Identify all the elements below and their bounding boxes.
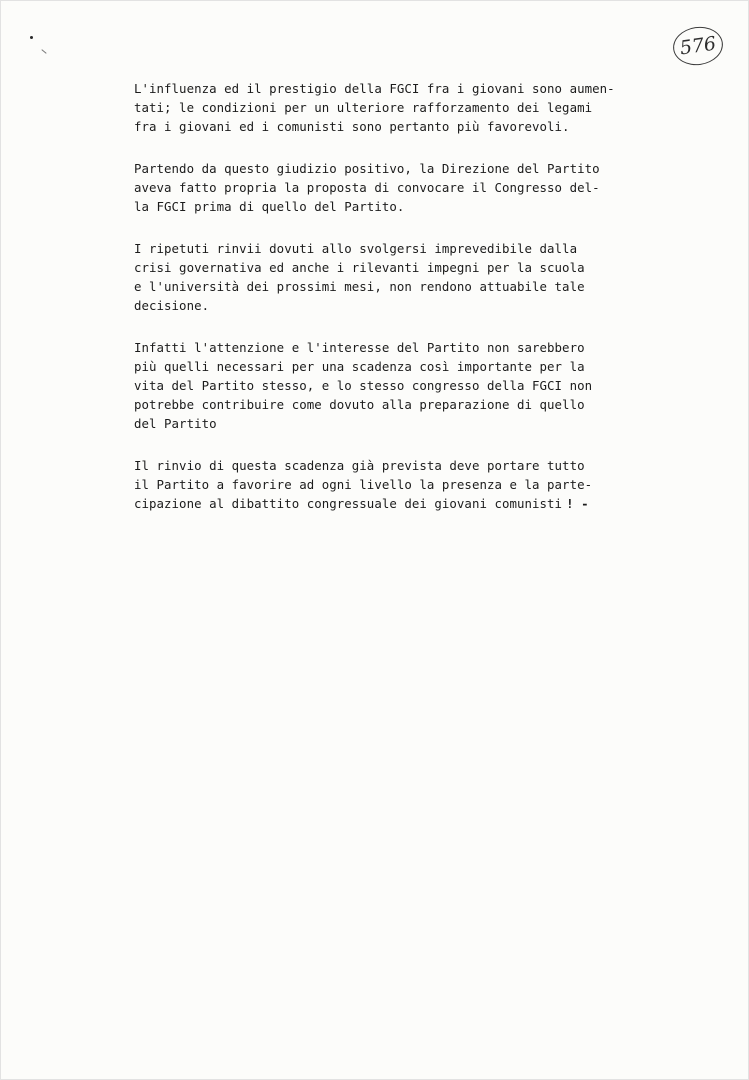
- paragraph: [134, 456, 694, 513]
- text-line: vita del Partito stesso, e lo stesso congresso della FGCI non: [134, 378, 593, 393]
- text-line: fra i giovani ed i comunisti sono pertanto più favorevoli.: [134, 119, 570, 134]
- text-line: Partendo da questo giudizio positivo, la Direzione del Partito: [134, 161, 600, 176]
- text-line: il Partito a favorire ad ogni livello la presenza e la parte-: [134, 477, 593, 492]
- document-body: [134, 79, 694, 536]
- paragraph: [134, 159, 694, 216]
- text-line: tati; le condizioni per un ulteriore rafforzamento dei legami: [134, 100, 593, 115]
- paragraph: [134, 79, 694, 136]
- text-line: L'influenza ed il prestigio della FGCI fra i giovani sono aumen-: [134, 81, 615, 96]
- end-mark: ! -: [566, 496, 589, 511]
- text-line: e l'università dei prossimi mesi, non rendono attuabile tale: [134, 279, 585, 294]
- text-line: Il rinvio di questa scadenza già prevista deve portare tutto: [134, 458, 585, 473]
- text-line: potrebbe contribuire come dovuto alla preparazione di quello: [134, 397, 585, 412]
- paragraph: [134, 239, 694, 315]
- text-line-content: cipazione al dibattito congressuale dei giovani comunisti: [134, 496, 563, 511]
- text-line: la FGCI prima di quello del Partito.: [134, 199, 405, 214]
- text-line: I ripetuti rinvii dovuti allo svolgersi imprevedibile dalla: [134, 241, 578, 256]
- text-line-last: [134, 494, 694, 513]
- text-line: del Partito: [134, 416, 217, 431]
- text-line: aveva fatto propria la proposta di convocare il Congresso del-: [134, 180, 600, 195]
- text-line: più quelli necessari per una scadenza così importante per la: [134, 359, 585, 374]
- margin-mark: [41, 49, 46, 54]
- page-number-stamp: 576: [671, 24, 726, 69]
- text-line: Infatti l'attenzione e l'interesse del Partito non sarebbero: [134, 340, 585, 355]
- paragraph: [134, 338, 694, 433]
- text-line: decisione.: [134, 298, 210, 313]
- ink-speck: [30, 36, 33, 39]
- text-line: crisi governativa ed anche i rilevanti impegni per la scuola: [134, 260, 585, 275]
